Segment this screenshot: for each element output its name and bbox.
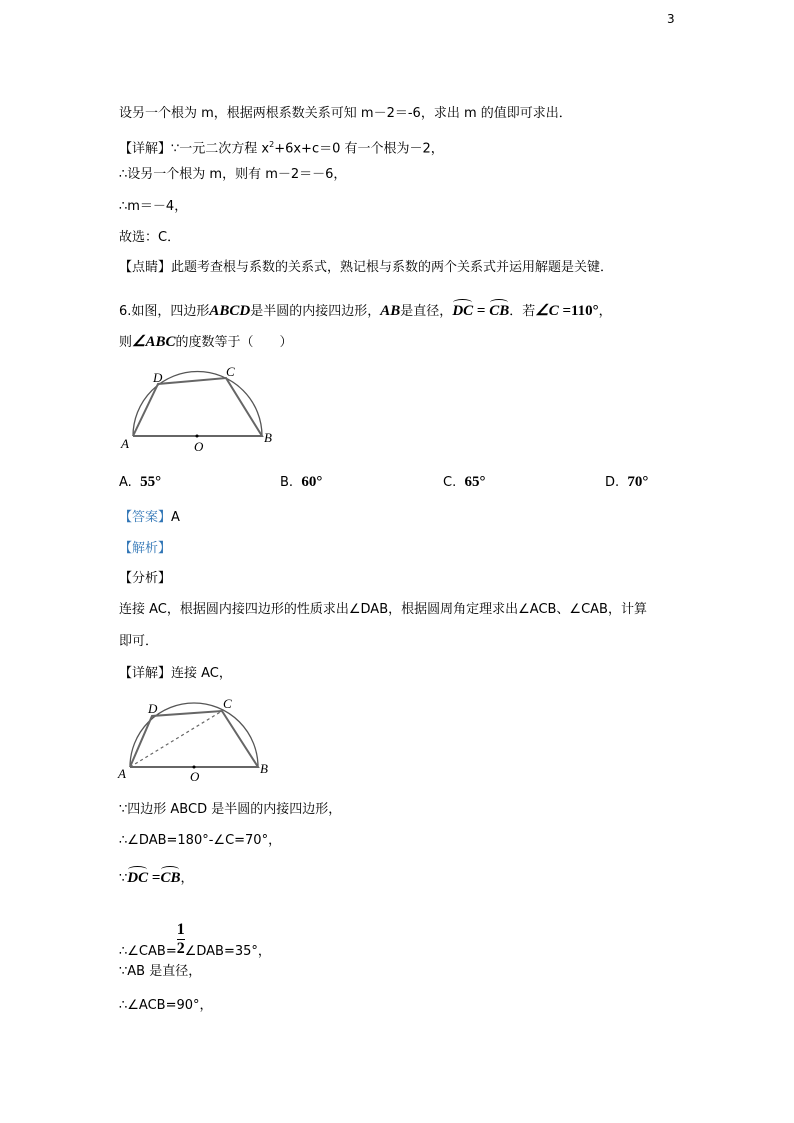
- center-point: [196, 435, 199, 438]
- arc-math: DC: [452, 303, 474, 319]
- label-o: O: [194, 439, 204, 454]
- option-letter: C.: [443, 475, 457, 490]
- option-value: 65°: [464, 474, 486, 490]
- label-d: D: [148, 701, 158, 716]
- page-number: 3: [667, 12, 675, 26]
- semicircle-figure-with-ac: [112, 691, 282, 791]
- label-b: B: [264, 430, 272, 445]
- arc-math: DC: [127, 870, 149, 886]
- text: 是直径，: [400, 304, 453, 319]
- text: ∠DAB=35°，: [184, 944, 271, 959]
- text-line: 【点睛】此题考查根与系数的关系式，熟记根与系数的两个关系式并运用解题是关键．: [119, 260, 614, 275]
- math: =: [148, 870, 161, 886]
- text-line: ∴设另一个根为 m，则有 m－2＝－6，: [119, 167, 347, 182]
- text-line: ∴∠ACB=90°，: [119, 998, 213, 1013]
- text: 6.如图，四边形: [119, 304, 210, 319]
- text-line: ∵AB 是直径，: [119, 964, 202, 979]
- question-line: [119, 302, 612, 321]
- semicircle-figure: [115, 360, 285, 460]
- text: +6x+c＝0 有一个根为－2，: [274, 141, 444, 157]
- option-b: [280, 474, 322, 491]
- dashed-line-ac: [130, 711, 222, 767]
- text: ，: [180, 871, 194, 886]
- fraction-numerator: 1: [176, 921, 185, 938]
- fenxi-heading: 【分析】: [119, 571, 172, 586]
- quadrilateral-abcd: [133, 378, 262, 436]
- text: ∴∠CAB=: [119, 944, 177, 959]
- text: ，: [598, 304, 612, 319]
- question-line: [119, 333, 293, 352]
- text-line: 故选：C．: [119, 230, 181, 245]
- option-value: 55°: [140, 474, 162, 490]
- label-o: O: [190, 769, 200, 784]
- text-line: 设另一个根为 m，根据两根系数关系可知 m－2＝-6，求出 m 的值即可求出．: [119, 106, 572, 121]
- label-b: B: [260, 761, 268, 776]
- text: ．若: [509, 304, 536, 319]
- text: 是半圆的内接四边形，: [250, 304, 381, 319]
- label-c: C: [226, 364, 235, 379]
- option-c: [443, 474, 485, 491]
- option-a: [119, 474, 161, 491]
- math: =: [473, 303, 490, 319]
- text: ∵: [119, 871, 128, 886]
- text-line: ∴m＝－4，: [119, 199, 188, 214]
- text: 【详解】∵一元二次方程 x: [119, 141, 270, 157]
- option-value: 70°: [627, 474, 649, 490]
- math: =110°: [558, 303, 599, 319]
- fraction-denominator: 2: [176, 940, 185, 957]
- option-d: [605, 474, 648, 491]
- answer-line: [119, 509, 180, 527]
- text-line: 【详解】连接 AC，: [119, 666, 232, 681]
- math: ∠C: [535, 303, 559, 319]
- analysis-heading: 【解析】: [119, 541, 172, 556]
- option-letter: D.: [605, 475, 620, 490]
- math: ABCD: [209, 303, 251, 319]
- text-line: [119, 136, 444, 158]
- option-letter: B.: [280, 475, 294, 490]
- label-d: D: [153, 370, 163, 385]
- text: 则: [119, 335, 133, 350]
- option-letter: A.: [119, 475, 132, 490]
- fraction: [177, 921, 185, 958]
- arc-math: CB: [489, 303, 510, 319]
- text-line: 即可．: [119, 634, 159, 649]
- answer-value: A: [171, 510, 180, 525]
- answer-label: 【答案】: [119, 510, 172, 525]
- text-line: 连接 AC，根据圆内接四边形的性质求出∠DAB，根据圆周角定理求出∠ACB、∠CAB，计算: [119, 602, 647, 617]
- arc-math: CB: [160, 870, 181, 886]
- label-c: C: [223, 696, 232, 711]
- label-a: A: [121, 436, 129, 451]
- quadrilateral-abcd: [130, 711, 258, 767]
- math: AB: [380, 303, 401, 319]
- text-line: [119, 869, 193, 888]
- text-line: ∵四边形 ABCD 是半圆的内接四边形，: [119, 802, 342, 817]
- label-a: A: [118, 766, 126, 781]
- text-line: ∴∠DAB=180°-∠C=70°，: [119, 833, 282, 848]
- text: 的度数等于（ ）: [175, 335, 293, 350]
- option-value: 60°: [301, 474, 323, 490]
- superscript: 2: [269, 140, 275, 149]
- math: ∠ABC: [132, 334, 176, 350]
